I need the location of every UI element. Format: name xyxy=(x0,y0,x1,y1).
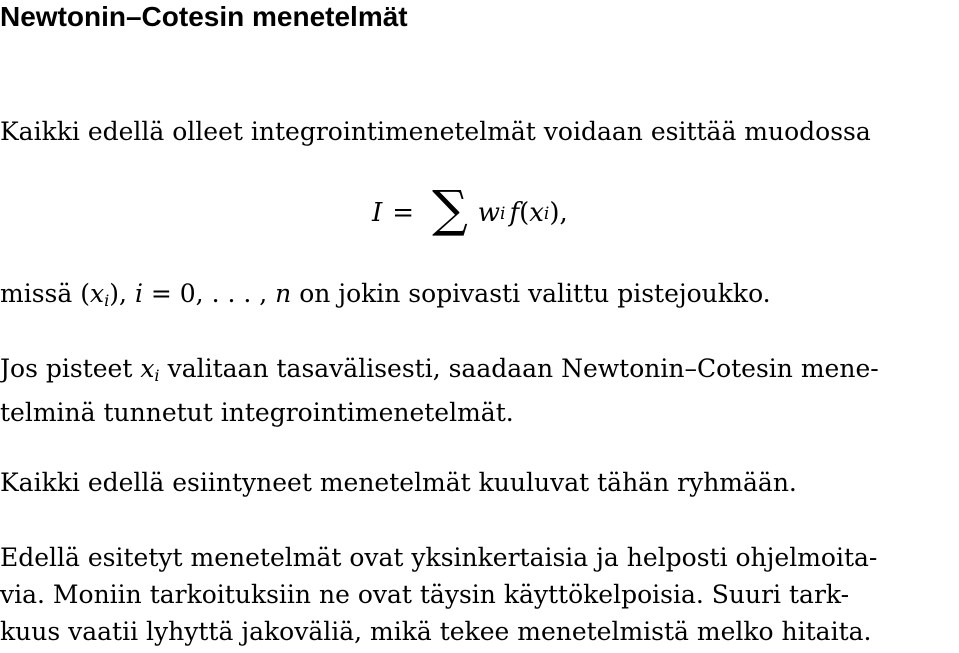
formula-variable-index: i xyxy=(543,203,550,223)
formula-function: f xyxy=(509,198,520,228)
p3-line-2: telminä tunnetut integrointimenetelmät. xyxy=(0,398,514,428)
p2-range: = 0, . . . , xyxy=(142,279,276,308)
formula-open-paren: ( xyxy=(519,198,530,228)
p2-i: i xyxy=(134,279,143,308)
formula-weight-index: i xyxy=(500,203,506,223)
slide-title: Newtonin–Cotesin menetelmät xyxy=(0,1,408,32)
p3-index: i xyxy=(154,366,160,386)
p5-line-1: Edellä esitetyt menetelmät ovat yksinkertaisia ja helposti ohjelmoita- xyxy=(0,543,878,572)
summary-paragraph xyxy=(0,539,877,650)
p3-x: x xyxy=(140,354,155,383)
group-paragraph: Kaikki edellä esiintyneet menetelmät kuuluvat tähän ryhmään. xyxy=(0,468,797,497)
p5-line-2: via. Moniin tarkoituksiin ne ovat täysin käyttökelpoisia. Suuri tark- xyxy=(0,580,850,609)
p2-prefix: missä ( xyxy=(0,279,90,308)
p2-suffix: on jokin sopivasti valittu pistejoukko. xyxy=(291,279,771,308)
p3-line-1 xyxy=(0,350,879,394)
formula-weight: w xyxy=(477,198,501,228)
p2-middle: ), xyxy=(109,279,135,308)
summation-sign: ∑ xyxy=(432,180,468,238)
formula-equals: = xyxy=(392,198,415,228)
formula-variable: x xyxy=(529,198,544,228)
p2-index: i xyxy=(104,291,110,311)
p2-x: x xyxy=(89,279,105,308)
formula-integral-symbol: I xyxy=(372,198,383,228)
equidistant-paragraph xyxy=(0,350,879,431)
formula-close-paren: ), xyxy=(549,198,568,228)
p5-line-3: kuus vaatii lyhyttä jakoväliä, mikä tekee menetelmistä melko hitaita. xyxy=(0,617,872,646)
p3-line1-rest: valitaan tasavälisesti, saadaan Newtonin–Cotesin mene- xyxy=(159,354,879,383)
point-set-paragraph xyxy=(0,275,771,319)
sum-formula xyxy=(372,180,568,238)
intro-paragraph: Kaikki edellä olleet integrointimenetelmät voidaan esittää muodossa xyxy=(0,117,871,146)
p2-n: n xyxy=(275,279,292,308)
p3-prefix: Jos pisteet xyxy=(0,354,141,383)
